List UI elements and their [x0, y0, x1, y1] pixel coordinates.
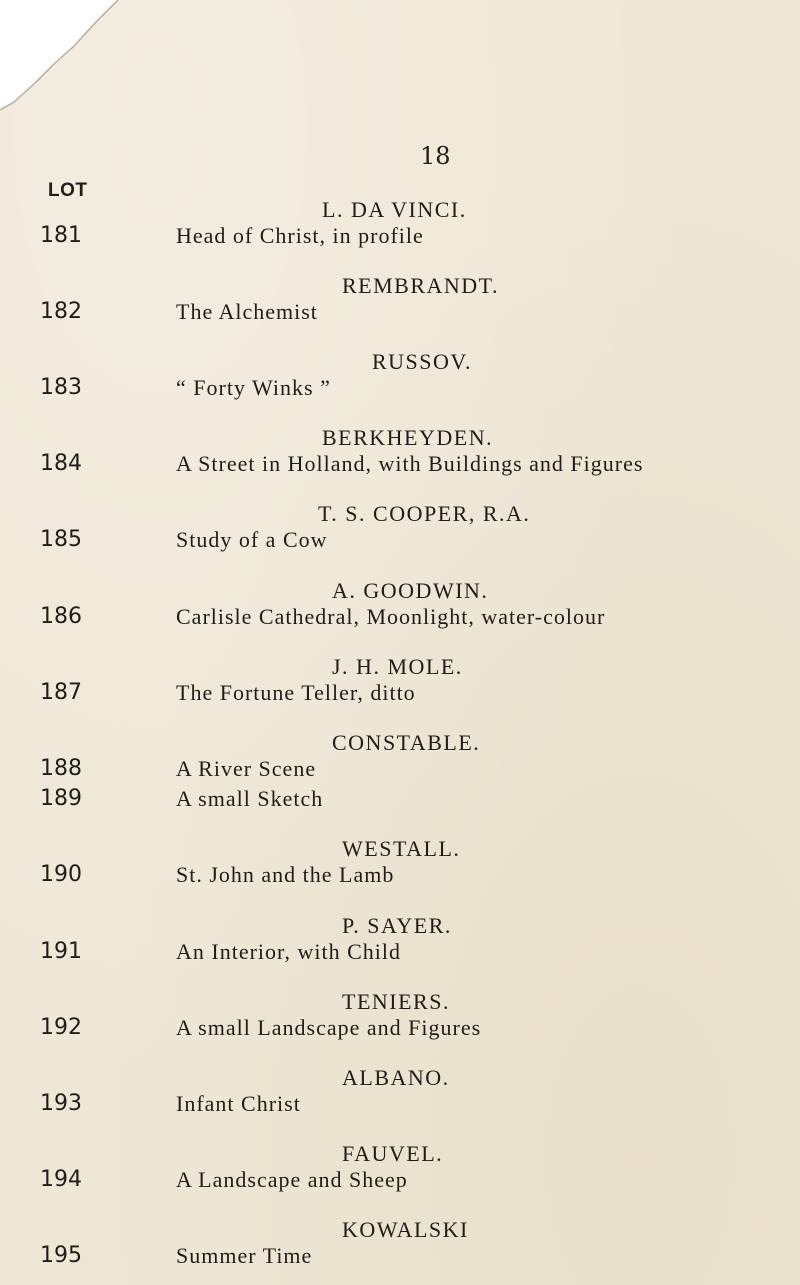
lot-number: 189 — [40, 786, 82, 811]
artist-heading: A. GOODWIN. — [332, 578, 489, 603]
lot-row — [0, 451, 800, 483]
lot-row — [0, 1015, 800, 1047]
lot-title: An Interior, with Child — [176, 939, 401, 964]
lot-number: 182 — [40, 299, 82, 324]
lot-title: A Landscape and Sheep — [176, 1167, 408, 1192]
lot-row — [0, 604, 800, 636]
lot-title: A River Scene — [176, 756, 317, 781]
lot-number: 188 — [40, 756, 82, 781]
lot-column-header: LOT — [48, 180, 88, 201]
artist-heading: KOWALSKI — [342, 1217, 469, 1242]
lot-row — [0, 1243, 800, 1275]
lot-title: Carlisle Cathedral, Moonlight, water-colour — [176, 604, 606, 629]
lot-title: Summer Time — [176, 1243, 313, 1268]
lot-number: 193 — [40, 1091, 82, 1116]
lot-number: 181 — [40, 223, 82, 248]
lot-title: A small Sketch — [176, 786, 324, 811]
lot-number: 186 — [40, 604, 82, 629]
lot-number: 192 — [40, 1015, 82, 1040]
lot-row — [0, 756, 800, 788]
page-number: 18 — [420, 142, 451, 170]
lot-title: Infant Christ — [176, 1091, 301, 1116]
lot-title: A small Landscape and Figures — [176, 1015, 482, 1040]
artist-heading: WESTALL. — [342, 836, 461, 861]
artist-heading: J. H. MOLE. — [332, 654, 463, 679]
artist-heading: BERKHEYDEN. — [322, 425, 494, 450]
lot-number: 187 — [40, 680, 82, 705]
lot-row — [0, 1091, 800, 1123]
artist-heading: L. DA VINCI. — [322, 197, 467, 222]
lot-row — [0, 299, 800, 331]
artist-heading: ALBANO. — [342, 1065, 450, 1090]
lot-number: 184 — [40, 451, 82, 476]
artist-heading: RUSSOV. — [372, 349, 472, 374]
lot-title: St. John and the Lamb — [176, 862, 395, 887]
lot-title: Study of a Cow — [176, 527, 328, 552]
lot-row — [0, 939, 800, 971]
lot-title: The Alchemist — [176, 299, 318, 324]
lot-number: 183 — [40, 375, 82, 400]
lot-number: 190 — [40, 862, 82, 887]
artist-heading: REMBRANDT. — [342, 273, 499, 298]
torn-corner-icon — [0, 0, 140, 110]
lot-title: “ Forty Winks ” — [176, 375, 331, 400]
lot-title: A Street in Holland, with Buildings and Figures — [176, 451, 644, 476]
lot-row — [0, 223, 800, 255]
lot-number: 191 — [40, 939, 82, 964]
lot-row — [0, 786, 800, 818]
lot-row — [0, 680, 800, 712]
artist-heading: P. SAYER. — [342, 913, 452, 938]
lot-title: The Fortune Teller, ditto — [176, 680, 416, 705]
artist-heading: FAUVEL. — [342, 1141, 444, 1166]
lot-row — [0, 527, 800, 559]
lot-number: 195 — [40, 1243, 82, 1268]
lot-number: 185 — [40, 527, 82, 552]
lot-row — [0, 375, 800, 407]
artist-heading: TENIERS. — [342, 989, 450, 1014]
artist-heading: T. S. COOPER, R.A. — [318, 501, 531, 526]
lot-number: 194 — [40, 1167, 82, 1192]
lot-title: Head of Christ, in profile — [176, 223, 424, 248]
lot-row — [0, 862, 800, 894]
artist-heading: CONSTABLE. — [332, 730, 481, 755]
lot-row — [0, 1167, 800, 1199]
